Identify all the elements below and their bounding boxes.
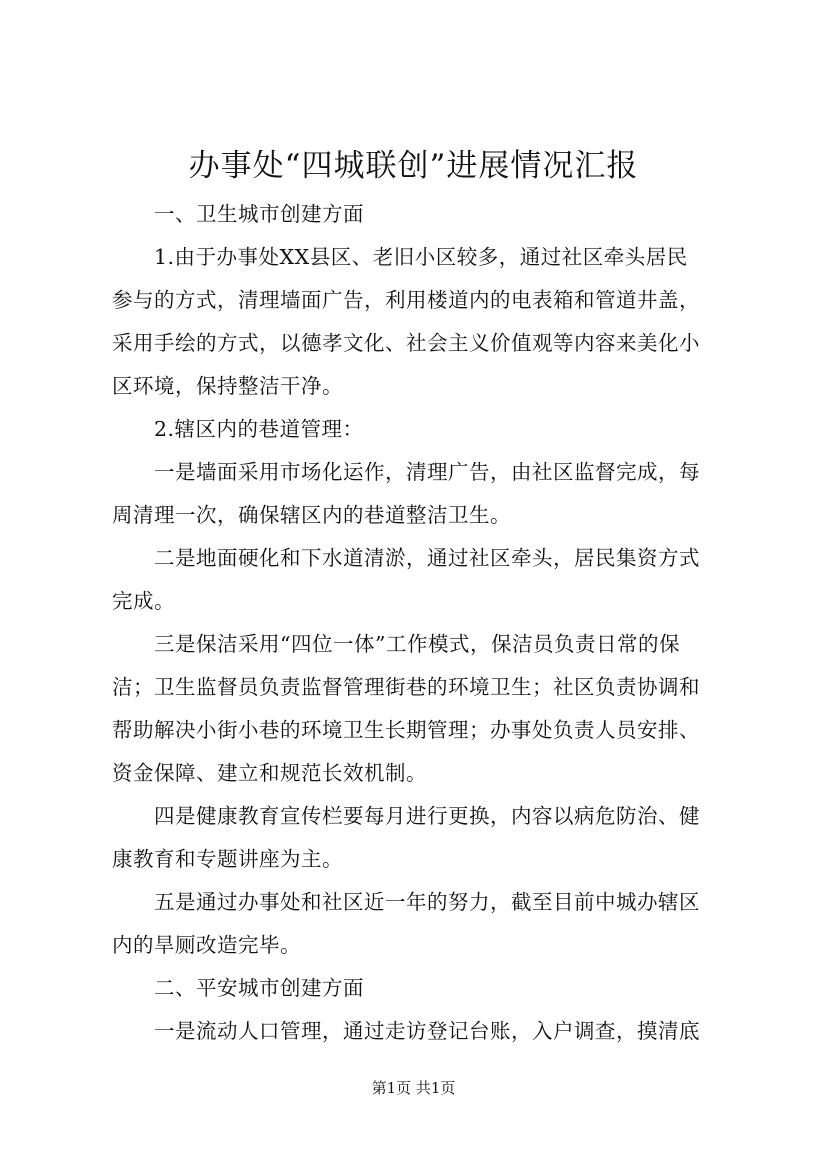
paragraph-line: 五是通过办事处和社区近一年的努力，截至目前中城办辖区 bbox=[154, 890, 700, 914]
paragraph-line: 参与的方式，清理墙面广告，利用楼道内的电表箱和管道井盖， bbox=[112, 288, 700, 312]
paragraph-line: 1.由于办事处XX县区、老旧小区较多，通过社区牵头居民 bbox=[154, 245, 688, 269]
paragraph-line: 一是流动人口管理，通过走访登记台账，入户调查，摸清底 bbox=[154, 1019, 700, 1043]
paragraph-line: 四是健康教育宣传栏要每月进行更换，内容以病危防治、健 bbox=[154, 804, 700, 828]
section-heading-health-city: 一、卫生城市创建方面 bbox=[154, 202, 364, 226]
paragraph-line: 内的旱厕改造完毕。 bbox=[112, 933, 301, 957]
paragraph-line: 二是地面硬化和下水道清淤，通过社区牵头，居民集资方式 bbox=[154, 546, 700, 570]
paragraph-line: 一是墙面采用市场化运作，清理广告，由社区监督完成，每 bbox=[154, 460, 700, 484]
paragraph-line: 周清理一次，确保辖区内的巷道整洁卫生。 bbox=[112, 503, 511, 527]
paragraph-line: 三是保洁采用“四位一体”工作模式，保洁员负责日常的保 bbox=[154, 632, 680, 656]
paragraph-line: 康教育和专题讲座为主。 bbox=[112, 847, 343, 871]
section-heading-safe-city: 二、平安城市创建方面 bbox=[154, 976, 364, 1000]
paragraph-line: 2.辖区内的巷道管理： bbox=[154, 417, 364, 441]
paragraph-line: 采用手绘的方式，以德孝文化、社会主义价值观等内容来美化小 bbox=[112, 331, 700, 355]
document-title: 办事处“四城联创”进展情况汇报 bbox=[188, 148, 639, 184]
paragraph-line: 洁；卫生监督员负责监督管理街巷的环境卫生；社区负责协调和 bbox=[112, 675, 700, 699]
page-number-footer: 第1页 共1页 bbox=[371, 1079, 456, 1097]
paragraph-line: 帮助解决小街小巷的环境卫生长期管理；办事处负责人员安排、 bbox=[112, 718, 700, 742]
paragraph-line: 区环境，保持整洁干净。 bbox=[112, 374, 343, 398]
paragraph-line: 资金保障、建立和规范长效机制。 bbox=[112, 761, 427, 785]
paragraph-line: 完成。 bbox=[112, 589, 175, 613]
